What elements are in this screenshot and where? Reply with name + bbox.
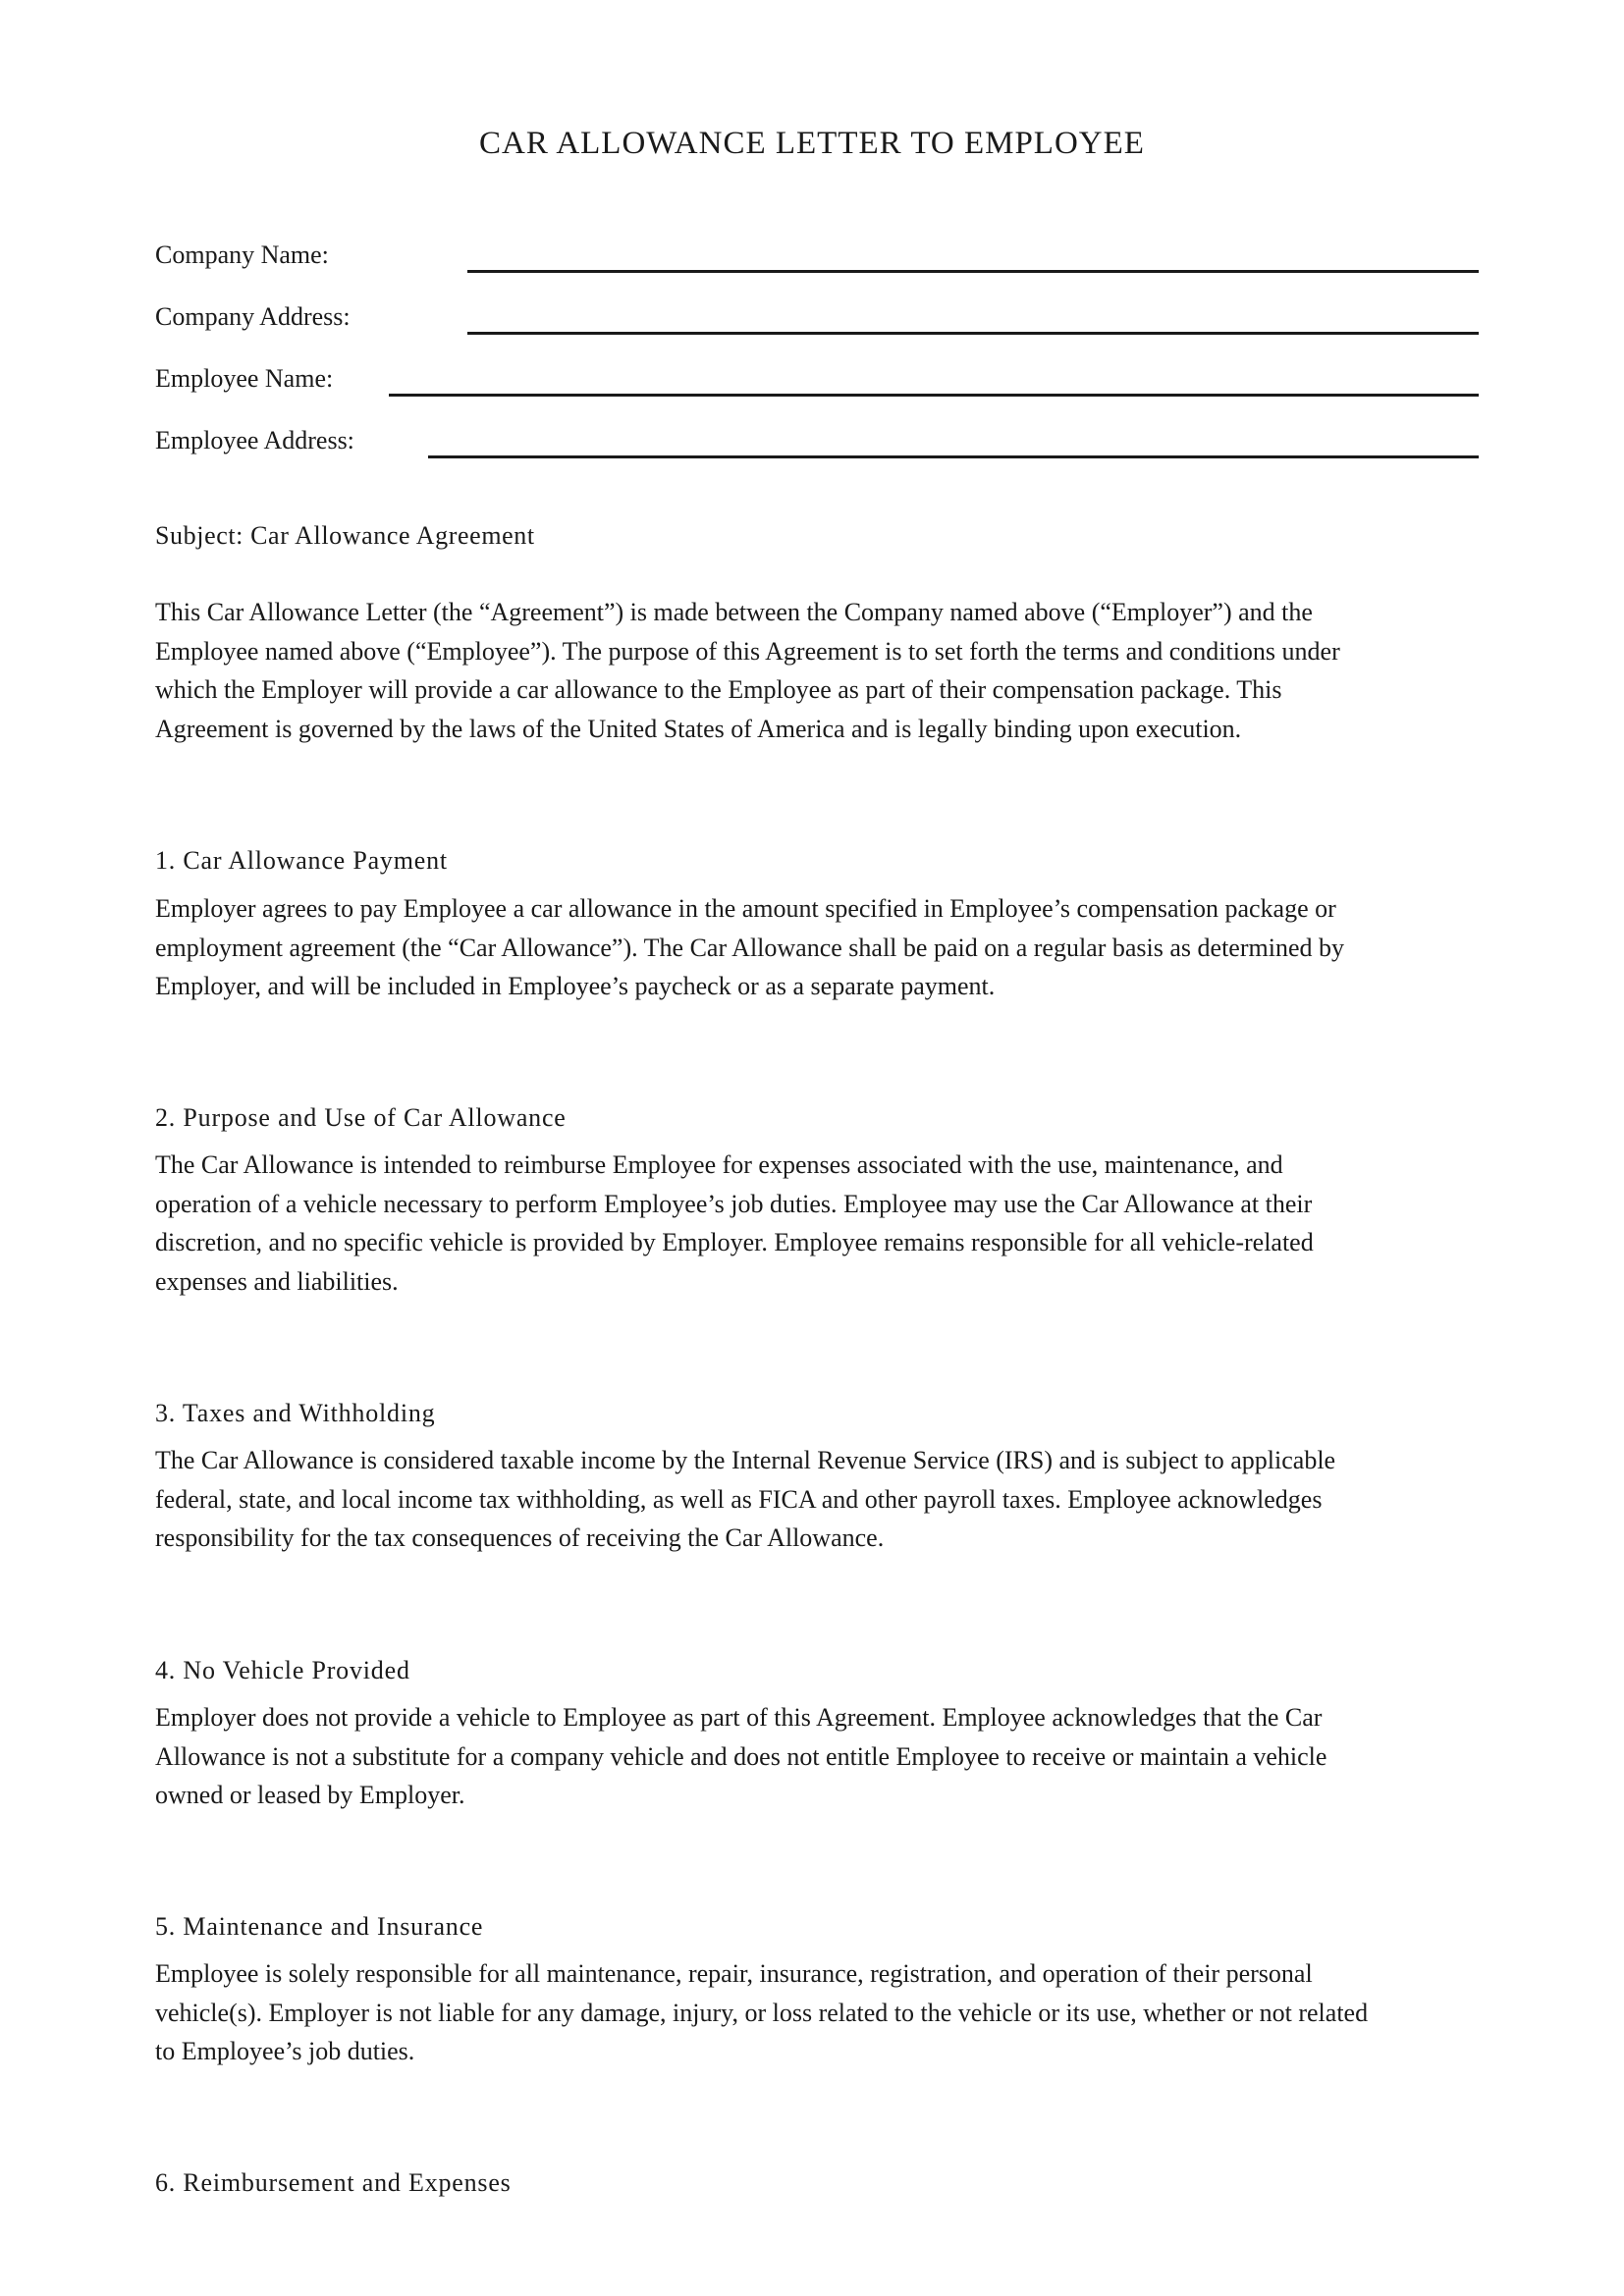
company-address-label: Company Address: — [155, 302, 351, 331]
body-line: Employer, and will be included in Employee’s paycheck or as a separate payment. — [155, 972, 996, 1000]
body-line: employment agreement (the “Car Allowance”). The Car Allowance shall be paid on a regular basis as determined by — [155, 933, 1344, 962]
body-line: to Employee’s job duties. — [155, 2037, 415, 2065]
company-name-line[interactable] — [467, 270, 1479, 273]
company-address-field[interactable] — [155, 297, 1479, 337]
body-line: owned or leased by Employer. — [155, 1781, 465, 1809]
employee-address-field[interactable] — [155, 421, 1479, 460]
document-title: CAR ALLOWANCE LETTER TO EMPLOYEE — [479, 126, 1145, 161]
section-body-taxes-and-withholding — [155, 1441, 1479, 1558]
body-line: Allowance is not a substitute for a company vehicle and does not entitle Employee to receive or maintain a vehicle — [155, 1741, 1327, 1771]
body-line: The Car Allowance is intended to reimburse Employee for expenses associated with the use, maintenance, and — [155, 1150, 1283, 1179]
section-heading-purpose-and-use: 2. Purpose and Use of Car Allowance — [155, 1103, 567, 1132]
employee-name-field[interactable] — [155, 359, 1479, 399]
body-line: vehicle(s). Employer is not liable for any damage, injury, or loss related to the vehicle or its use, whether or not related — [155, 1998, 1369, 2027]
intro-line: which the Employer will provide a car allowance to the Employee as part of their compensation package. This — [155, 675, 1282, 704]
section-heading-car-allowance-payment: 1. Car Allowance Payment — [155, 846, 448, 875]
section-heading-taxes-and-withholding: 3. Taxes and Withholding — [155, 1399, 436, 1427]
employee-address-label: Employee Address: — [155, 426, 354, 454]
body-line: Employee is solely responsible for all maintenance, repair, insurance, registration, and operation of their personal — [155, 1959, 1313, 1988]
body-line: federal, state, and local income tax withholding, as well as FICA and other payroll taxes. Employee acknowledges — [155, 1484, 1323, 1514]
body-line: responsibility for the tax consequences of receiving the Car Allowance. — [155, 1523, 885, 1552]
body-line: operation of a vehicle necessary to perform Employee’s job duties. Employee may use the Car Allowance at their — [155, 1189, 1313, 1218]
section-body-maintenance-and-insurance — [155, 1954, 1479, 2071]
body-line: discretion, and no specific vehicle is provided by Employer. Employee remains responsible for all vehicle-related — [155, 1228, 1314, 1256]
intro-line: Employee named above (“Employee”). The purpose of this Agreement is to set forth the terms and conditions under — [155, 636, 1340, 666]
intro-line: Agreement is governed by the laws of the United States of America and is legally binding upon execution. — [155, 714, 1242, 743]
intro-paragraph — [155, 593, 1479, 748]
employee-address-line[interactable] — [428, 455, 1479, 458]
body-line: The Car Allowance is considered taxable income by the Internal Revenue Service (IRS) and is subject to applicable — [155, 1446, 1336, 1474]
company-address-line[interactable] — [467, 332, 1479, 335]
intro-line: This Car Allowance Letter (the “Agreement”) is made between the Company named above (“Employer”) and the — [155, 598, 1313, 626]
employee-name-line[interactable] — [389, 394, 1479, 397]
section-body-purpose-and-use — [155, 1146, 1479, 1301]
body-line: Employer does not provide a vehicle to Employee as part of this Agreement. Employee acknowledges that the Car — [155, 1703, 1323, 1732]
section-body-no-vehicle-provided — [155, 1698, 1479, 1815]
section-heading-no-vehicle-provided: 4. No Vehicle Provided — [155, 1656, 410, 1684]
company-name-field[interactable] — [155, 236, 1479, 275]
section-heading-maintenance-and-insurance: 5. Maintenance and Insurance — [155, 1912, 484, 1941]
company-name-label: Company Name: — [155, 240, 329, 269]
section-heading-reimbursement-and-expenses: 6. Reimbursement and Expenses — [155, 2168, 512, 2197]
section-body-car-allowance-payment — [155, 889, 1479, 1006]
subject-line: Subject: Car Allowance Agreement — [155, 521, 535, 550]
employee-name-label: Employee Name: — [155, 364, 334, 393]
body-line: expenses and liabilities. — [155, 1266, 399, 1296]
body-line: Employer agrees to pay Employee a car allowance in the amount specified in Employee’s compensation package or — [155, 894, 1336, 923]
